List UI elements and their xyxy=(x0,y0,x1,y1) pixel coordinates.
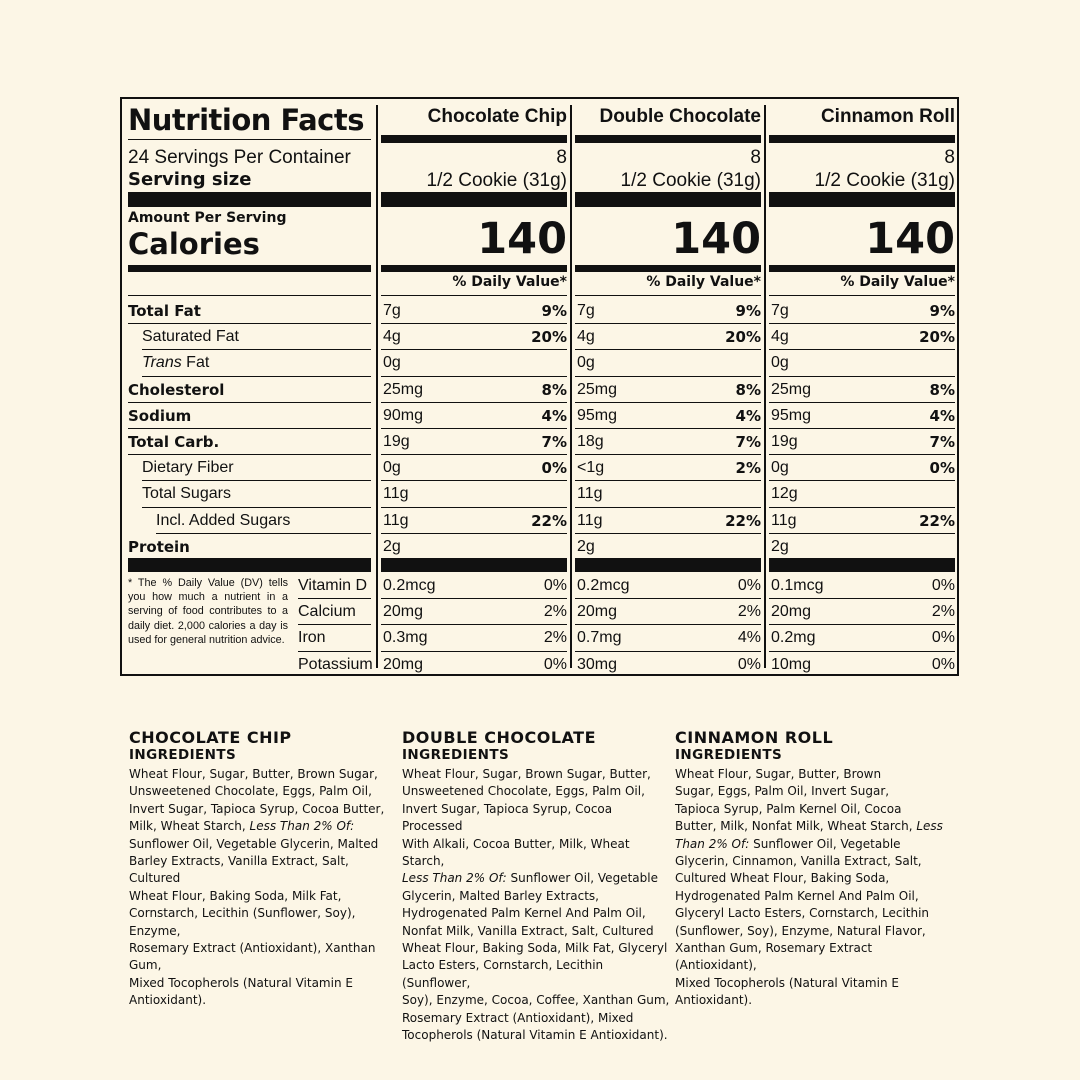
amount-dietary-fiber: 0g xyxy=(383,459,401,477)
dv-total-fat: 9% xyxy=(735,302,761,320)
row-divider xyxy=(381,624,567,625)
amount-protein: 2g xyxy=(771,537,789,555)
amount-saturated-fat: 4g xyxy=(383,328,401,346)
dv-calcium: 2% xyxy=(737,603,761,621)
dv-cholesterol: 8% xyxy=(541,380,567,399)
ingredients-heading: INGREDIENTS xyxy=(402,747,510,763)
ingredients-product-title: CINNAMON ROLL xyxy=(675,728,834,747)
row-divider xyxy=(769,651,955,652)
servings-count: 8 xyxy=(944,147,955,168)
amount-added-sugars: 11g xyxy=(383,511,409,529)
amount-total-carb: 19g xyxy=(383,433,410,450)
servings-per-container: 24 Servings Per Container xyxy=(128,147,351,168)
dv-total-fat: 9% xyxy=(929,302,955,320)
dv-vitamin-d: 0% xyxy=(931,577,955,594)
dv-total-carb: 7% xyxy=(735,433,761,451)
nutrient-label-total-fat: Total Fat xyxy=(128,302,201,320)
dv-calcium: 2% xyxy=(931,603,955,621)
calories-value: 140 xyxy=(865,214,955,264)
amount-total-fat: 7g xyxy=(771,302,789,319)
row-divider xyxy=(381,533,567,534)
ingredients-heading: INGREDIENTS xyxy=(129,747,237,763)
amount-potassium: 10mg xyxy=(771,655,812,673)
row-divider xyxy=(769,624,955,625)
column-separator xyxy=(376,105,378,668)
row-divider xyxy=(575,454,761,455)
row-divider xyxy=(769,376,955,377)
amount-total-sugars: 12g xyxy=(771,485,798,503)
row-divider xyxy=(128,323,371,324)
dv-iron: 4% xyxy=(737,629,761,647)
dv-iron: 2% xyxy=(543,629,567,647)
dv-potassium: 0% xyxy=(931,655,955,673)
amount-cholesterol: 25mg xyxy=(383,380,424,398)
ingredients-product-title: DOUBLE CHOCOLATE xyxy=(402,728,597,747)
dv-vitamin-d: 0% xyxy=(737,577,761,594)
serving-size-value: 1/2 Cookie (31g) xyxy=(426,170,567,191)
amount-calcium: 20mg xyxy=(383,603,424,621)
row-divider xyxy=(575,507,761,508)
row-divider xyxy=(381,598,567,599)
vitamin-label-calcium: Calcium xyxy=(298,603,356,621)
trans-suffix: Fat xyxy=(181,354,210,372)
dv-dietary-fiber: 2% xyxy=(735,459,761,478)
daily-value-header: % Daily Value* xyxy=(646,274,761,290)
thick-rule xyxy=(575,192,761,207)
dv-saturated-fat: 20% xyxy=(919,328,955,347)
serving-size-label: Serving size xyxy=(128,169,252,190)
thick-rule xyxy=(769,135,955,143)
servings-count: 8 xyxy=(556,147,567,168)
column-separator xyxy=(570,105,572,668)
nutrition-facts-panel xyxy=(120,97,959,676)
row-divider xyxy=(769,454,955,455)
row-divider xyxy=(575,349,761,350)
row-divider xyxy=(769,533,955,534)
amount-dietary-fiber: 0g xyxy=(771,459,789,477)
dv-total-carb: 7% xyxy=(929,433,955,451)
divider xyxy=(769,295,955,296)
row-divider xyxy=(769,349,955,350)
vitamin-label-iron: Iron xyxy=(298,629,326,647)
amount-trans-fat: 0g xyxy=(771,354,789,372)
dv-calcium: 2% xyxy=(543,603,567,621)
column-double-chocolate xyxy=(575,99,761,674)
medium-rule xyxy=(128,265,371,272)
amount-iron: 0.7mg xyxy=(577,629,622,647)
row-divider xyxy=(575,480,761,481)
row-divider xyxy=(142,480,371,481)
amount-total-sugars: 11g xyxy=(383,485,409,503)
divider xyxy=(381,295,567,296)
thick-rule xyxy=(381,192,567,207)
ingredients-cinnamon-roll xyxy=(675,728,945,1010)
daily-value-footnote: * The % Daily Value (DV) tells you how much a nutrient in a serving of food contributes to a daily diet. 2,000 calories a day is used for general nutrition advice. xyxy=(128,577,288,646)
dv-potassium: 0% xyxy=(737,655,761,673)
row-divider xyxy=(769,598,955,599)
row-divider xyxy=(575,624,761,625)
row-divider xyxy=(381,480,567,481)
row-divider xyxy=(128,428,371,429)
row-divider xyxy=(381,376,567,377)
amount-per-serving-label: Amount Per Serving xyxy=(128,210,287,226)
row-divider xyxy=(575,428,761,429)
row-divider xyxy=(298,624,371,625)
ingredients-product-title: CHOCOLATE CHIP xyxy=(129,728,292,747)
row-divider xyxy=(381,402,567,403)
medium-rule xyxy=(381,265,567,272)
amount-protein: 2g xyxy=(383,537,401,555)
row-divider xyxy=(575,402,761,403)
amount-trans-fat: 0g xyxy=(383,354,401,372)
amount-sodium: 95mg xyxy=(577,406,618,424)
dv-dietary-fiber: 0% xyxy=(541,459,567,478)
row-divider xyxy=(575,323,761,324)
dv-cholesterol: 8% xyxy=(929,380,955,399)
amount-cholesterol: 25mg xyxy=(771,380,812,398)
dv-added-sugars: 22% xyxy=(725,511,761,530)
ingredients-list: Wheat Flour, Sugar, Butter, Brown Sugar, Unsweetened Chocolate, Eggs, Palm Oil, Invert Sugar, Tapioca Syrup, Cocoa Butter, Milk, Wheat Starch, Less Than 2% Of: Sunflower Oil, Vegetable Glycerin, Malted Barley Extracts, Vanilla Extract, Salt, Cultured Wheat Flour, Baking Soda, Milk Fat, Cornstarch, Lecithin (Sunflower, Soy), Enzyme, Rosemary Extract (Antioxidant), Xanthan Gum, Mixed Tocopherols (Natural Vitamin E Antioxidant). xyxy=(129,767,385,1008)
amount-added-sugars: 11g xyxy=(771,511,797,529)
trans-italic: Trans xyxy=(142,354,182,372)
row-divider xyxy=(575,533,761,534)
dv-sodium: 4% xyxy=(929,406,955,425)
thick-rule xyxy=(575,135,761,143)
row-divider xyxy=(142,376,371,377)
dv-cholesterol: 8% xyxy=(735,380,761,399)
amount-sodium: 95mg xyxy=(771,406,812,424)
serving-size-value: 1/2 Cookie (31g) xyxy=(814,170,955,191)
amount-total-carb: 19g xyxy=(771,433,798,450)
amount-trans-fat: 0g xyxy=(577,354,595,372)
ingredients-double-chocolate xyxy=(402,728,672,1045)
vitamin-label-vitamin-d: Vitamin D xyxy=(298,577,368,594)
row-divider xyxy=(381,454,567,455)
amount-protein: 2g xyxy=(577,537,595,555)
row-divider xyxy=(381,349,567,350)
calories-label: Calories xyxy=(128,227,260,261)
amount-cholesterol: 25mg xyxy=(577,380,618,398)
column-title: Chocolate Chip xyxy=(427,106,567,127)
row-divider xyxy=(381,651,567,652)
medium-rule xyxy=(769,265,955,272)
amount-total-sugars: 11g xyxy=(577,485,603,503)
column-separator xyxy=(764,105,766,668)
amount-saturated-fat: 4g xyxy=(771,328,789,346)
column-title: Cinnamon Roll xyxy=(820,106,955,127)
amount-calcium: 20mg xyxy=(771,603,812,621)
row-divider xyxy=(298,598,371,599)
dv-potassium: 0% xyxy=(543,655,567,673)
nutrient-label-protein: Protein xyxy=(128,537,190,556)
dv-sodium: 4% xyxy=(735,406,761,425)
amount-iron: 0.2mg xyxy=(771,629,816,647)
ingredients-chocolate-chip xyxy=(129,728,399,1010)
row-divider xyxy=(769,480,955,481)
row-divider xyxy=(575,651,761,652)
row-divider xyxy=(769,507,955,508)
thick-rule xyxy=(769,558,955,572)
row-divider xyxy=(142,507,371,508)
nutrient-label-cholesterol: Cholesterol xyxy=(128,380,225,399)
amount-potassium: 20mg xyxy=(383,655,424,673)
row-divider xyxy=(298,651,371,652)
dv-total-carb: 7% xyxy=(541,433,567,451)
daily-value-header: % Daily Value* xyxy=(452,274,567,290)
row-divider xyxy=(156,533,371,534)
row-divider xyxy=(769,402,955,403)
ingredients-heading: INGREDIENTS xyxy=(675,747,783,763)
amount-vitamin-d: 0.1mcg xyxy=(771,577,824,594)
amount-total-carb: 18g xyxy=(577,433,604,450)
row-divider xyxy=(769,323,955,324)
amount-sodium: 90mg xyxy=(383,406,424,424)
divider xyxy=(575,295,761,296)
dv-iron: 0% xyxy=(931,629,955,647)
thick-rule xyxy=(381,558,567,572)
row-divider xyxy=(128,454,371,455)
ingredients-list: Wheat Flour, Sugar, Butter, Brown Sugar, Eggs, Palm Oil, Invert Sugar, Tapioca Syrup, Palm Kernel Oil, Cocoa Butter, Milk, Nonfat Milk, Wheat Starch, Less Than 2% Of: Sunflower Oil, Vegetable Glycerin, Cinnamon, Vanilla Extract, Salt, Cultured Wheat Flour, Baking Soda, Hydrogenated Palm Kernel And Palm Oil, Glyceryl Lacto Esters, Cornstarch, Lecithin (Sunflower, Soy), Enzyme, Natural Flavor, Xanthan Gum, Rosemary Extract (Antioxidant), Mixed Tocopherols (Natural Vitamin E Antioxidant). xyxy=(675,767,943,1008)
amount-potassium: 30mg xyxy=(577,655,618,673)
dv-added-sugars: 22% xyxy=(919,511,955,530)
column-cinnamon-roll xyxy=(769,99,955,674)
thick-rule xyxy=(128,558,371,572)
amount-vitamin-d: 0.2mcg xyxy=(383,577,436,594)
nutrient-label-dietary-fiber: Dietary Fiber xyxy=(142,459,234,477)
row-divider xyxy=(142,349,371,350)
medium-rule xyxy=(575,265,761,272)
divider xyxy=(128,295,371,296)
nutrient-label-total-sugars: Total Sugars xyxy=(142,485,231,503)
serving-size-value: 1/2 Cookie (31g) xyxy=(620,170,761,191)
row-divider xyxy=(769,428,955,429)
amount-total-fat: 7g xyxy=(577,302,595,319)
dv-added-sugars: 22% xyxy=(531,511,567,530)
nutrient-label-sodium: Sodium xyxy=(128,406,192,425)
nutrient-label-saturated-fat: Saturated Fat xyxy=(142,328,239,346)
dv-vitamin-d: 0% xyxy=(543,577,567,594)
row-divider xyxy=(381,428,567,429)
amount-calcium: 20mg xyxy=(577,603,618,621)
column-title: Double Chocolate xyxy=(599,106,761,127)
servings-count: 8 xyxy=(750,147,761,168)
dv-saturated-fat: 20% xyxy=(725,328,761,347)
row-divider xyxy=(128,402,371,403)
dv-dietary-fiber: 0% xyxy=(929,459,955,478)
daily-value-header: % Daily Value* xyxy=(840,274,955,290)
nutrient-label-trans-fat xyxy=(142,354,209,372)
row-divider xyxy=(381,507,567,508)
amount-iron: 0.3mg xyxy=(383,629,428,647)
dv-total-fat: 9% xyxy=(541,302,567,320)
dv-saturated-fat: 20% xyxy=(531,328,567,347)
amount-saturated-fat: 4g xyxy=(577,328,595,346)
amount-total-fat: 7g xyxy=(383,302,401,319)
thick-rule xyxy=(128,192,371,207)
nutrition-facts-title: Nutrition Facts xyxy=(128,103,364,137)
row-divider xyxy=(575,598,761,599)
vitamin-label-potassium: Potassium xyxy=(298,655,373,673)
calories-value: 140 xyxy=(477,214,567,264)
amount-added-sugars: 11g xyxy=(577,511,603,529)
thick-rule xyxy=(381,135,567,143)
amount-vitamin-d: 0.2mcg xyxy=(577,577,630,594)
dv-sodium: 4% xyxy=(541,406,567,425)
calories-value: 140 xyxy=(671,214,761,264)
thick-rule xyxy=(575,558,761,572)
row-divider xyxy=(575,376,761,377)
amount-dietary-fiber: <1g xyxy=(577,459,605,477)
divider xyxy=(128,139,371,140)
nutrient-label-total-carb: Total Carb. xyxy=(128,433,220,451)
column-chocolate-chip xyxy=(381,99,567,674)
ingredients-list: Wheat Flour, Sugar, Brown Sugar, Butter, Unsweetened Chocolate, Eggs, Palm Oil, Invert Sugar, Tapioca Syrup, Cocoa Processed With Alkali, Cocoa Butter, Milk, Wheat Starch, Less Than 2% Of: Sunflower Oil, Vegetable Glycerin, Malted Barley Extracts, Hydrogenated Palm Kernel And Palm Oil, Nonfat Milk, Vanilla Extract, Salt, Cultured Wheat Flour, Baking Soda, Milk Fat, Glyceryl Lacto Esters, Cornstarch, Lecithin (Sunflower, Soy), Enzyme, Cocoa, Coffee, Xanthan Gum, Rosemary Extract (Antioxidant), Mixed Tocopherols (Natural Vitamin E Antioxidant). xyxy=(402,767,670,1043)
row-divider xyxy=(381,323,567,324)
nutrient-label-added-sugars: Incl. Added Sugars xyxy=(156,511,291,529)
thick-rule xyxy=(769,192,955,207)
